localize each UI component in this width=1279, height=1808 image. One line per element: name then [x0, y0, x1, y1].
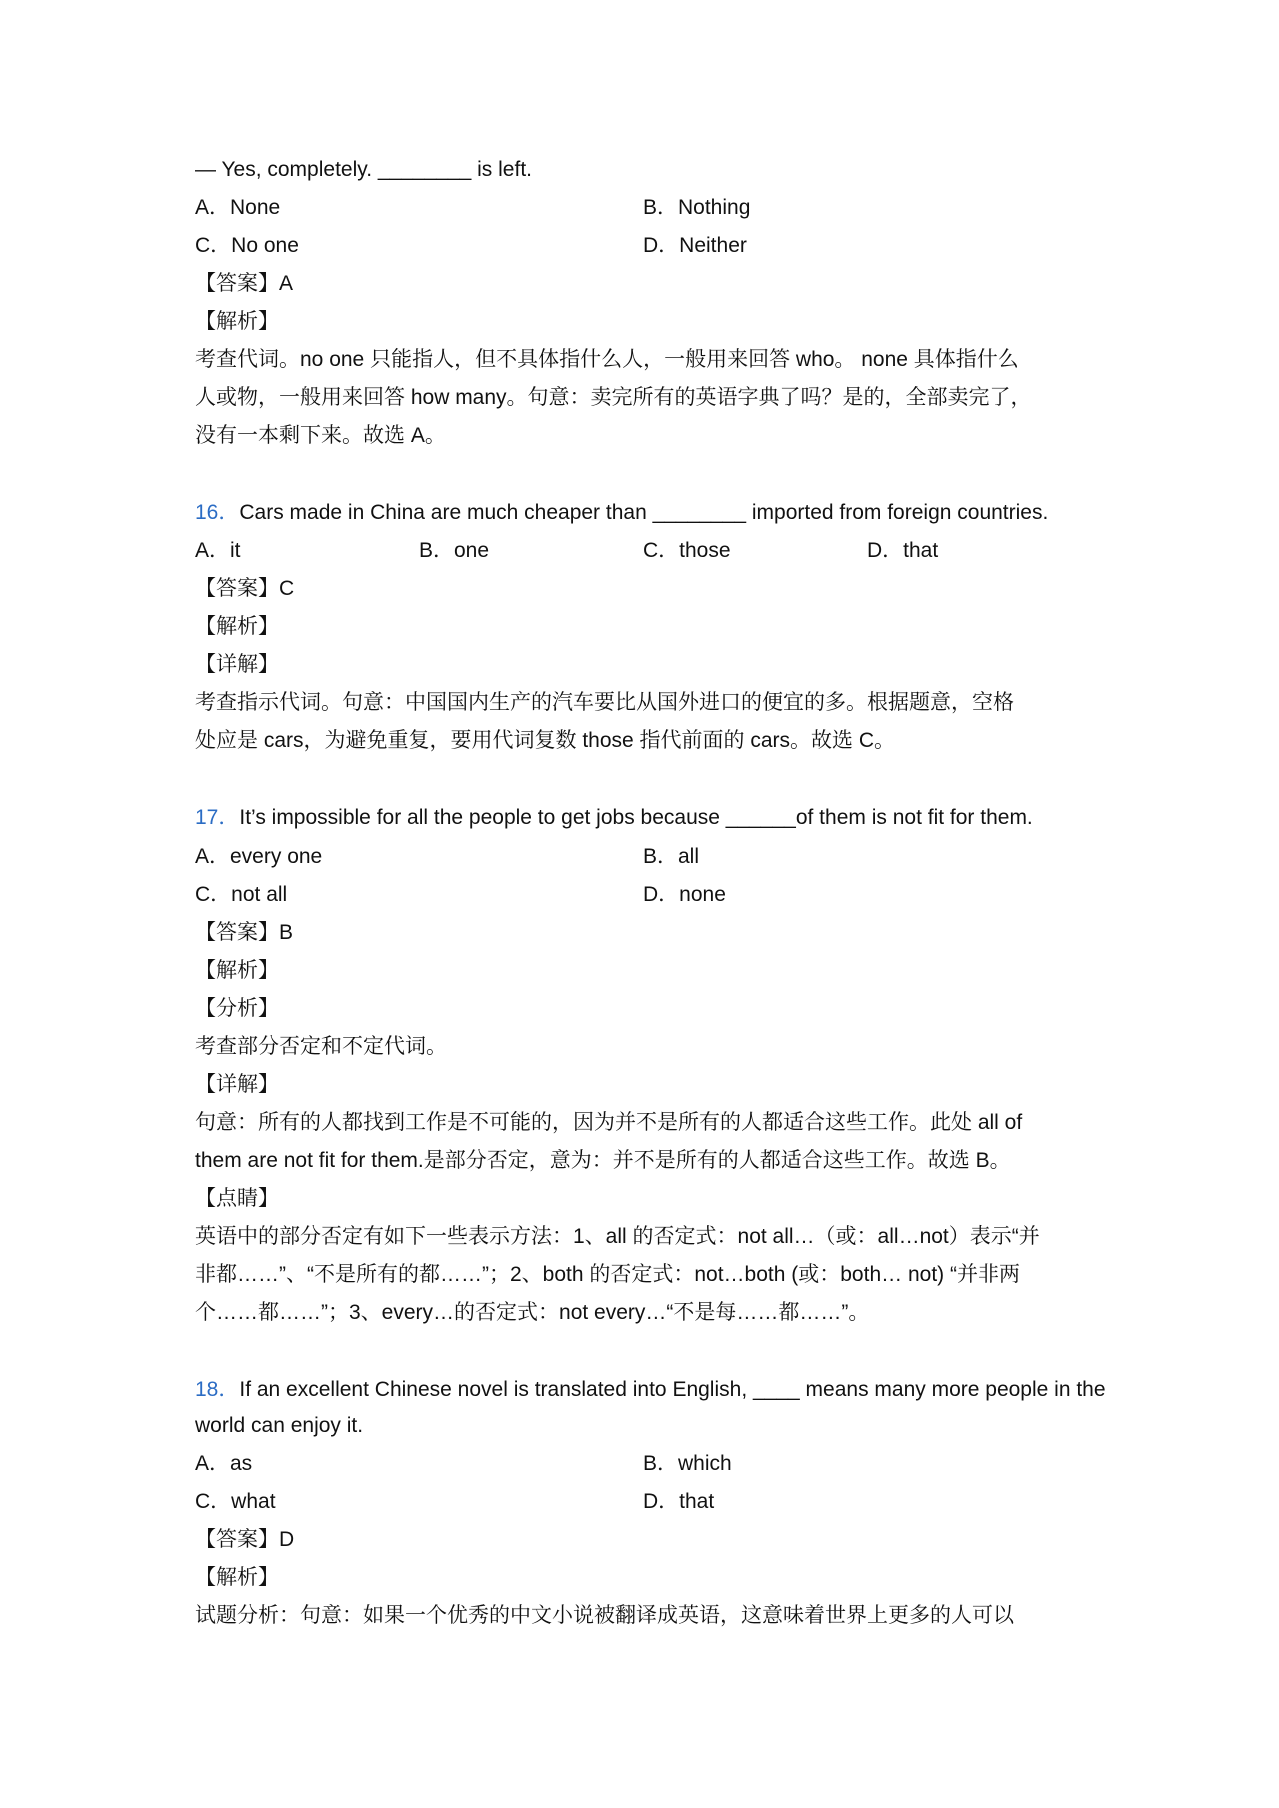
q18-stem-line-1: If an excellent Chinese novel is translated into English, ____ means many more people in the	[239, 1378, 1106, 1401]
q15-explanation-line: 人或物，一般用来回答 how many。句意：卖完所有的英语字典了吗？是的，全部卖完了，	[195, 386, 1032, 409]
q17-fenxi: 考查部分否定和不定代词。	[195, 1035, 447, 1058]
q15-answer: 【答案】A	[195, 272, 294, 295]
q18-option-a: A．as	[195, 1452, 253, 1475]
q17-option-c: C．not all	[195, 883, 288, 906]
q17-explanation-line: them are not fit for them.是部分否定，意为：并不是所有的人都适合这些工作。故选 B。	[195, 1149, 1011, 1172]
q16-explanation-line: 处应是 cars，为避免重复，要用代词复数 those 指代前面的 cars。故选 C。	[195, 729, 896, 752]
q16-analysis-label: 【解析】	[195, 615, 279, 638]
q17-option-b: B．all	[643, 845, 700, 868]
q18-analysis-label: 【解析】	[195, 1566, 279, 1589]
q17-detail-label: 【详解】	[195, 1073, 279, 1096]
q16-option-c: C．those	[643, 539, 731, 562]
q15-stem: — Yes, completely. ________ is left.	[195, 158, 532, 181]
q17-fenxi-label: 【分析】	[195, 997, 279, 1020]
q17-answer: 【答案】B	[195, 921, 294, 944]
q16-answer: 【答案】C	[195, 577, 295, 600]
q18-option-c: C．what	[195, 1490, 276, 1513]
q17-explanation-line: 句意：所有的人都找到工作是不可能的，因为并不是所有的人都适合这些工作。此处 all of	[195, 1111, 1023, 1134]
q15-analysis-label: 【解析】	[195, 310, 279, 333]
q18-stem-line-2: world can enjoy it.	[195, 1414, 364, 1437]
q17-tip-line: 非都……”、“不是所有的都……”；2、both 的否定式：not…both (或：both… not) “并非两	[195, 1263, 1020, 1286]
q17-stem-row	[195, 803, 1033, 833]
q15-option-b: B．Nothing	[643, 196, 751, 219]
q15-option-c: C．No one	[195, 234, 299, 257]
q16-stem: Cars made in China are much cheaper than ________ imported from foreign countries.	[239, 501, 1049, 524]
q17-tip-line: 英语中的部分否定有如下一些表示方法：1、all 的否定式：not all…（或：all…not）表示“并	[195, 1225, 1040, 1248]
q15-explanation-line: 考查代词。no one 只能指人，但不具体指什么人，一般用来回答 who。 none 具体指什么	[195, 348, 1019, 371]
q18-option-b: B．which	[643, 1452, 732, 1475]
q17-analysis-label: 【解析】	[195, 959, 279, 982]
q16-number: 16．	[195, 501, 240, 524]
q16-stem-row	[195, 498, 1048, 528]
q16-option-d: D．that	[867, 539, 939, 562]
q15-option-a: A．None	[195, 196, 281, 219]
q18-explanation-line: 试题分析：句意：如果一个优秀的中文小说被翻译成英语，这意味着世界上更多的人可以	[195, 1604, 1014, 1627]
q18-stem-row	[195, 1375, 1106, 1405]
q18-number: 18．	[195, 1378, 240, 1401]
q18-answer: 【答案】D	[195, 1528, 295, 1551]
q17-stem: It’s impossible for all the people to get jobs because ______of them is not fit for them.	[239, 806, 1033, 829]
q15-explanation-line: 没有一本剩下来。故选 A。	[195, 424, 446, 447]
q17-number: 17．	[195, 806, 240, 829]
q17-tip-label: 【点睛】	[195, 1187, 279, 1210]
q15-option-d: D．Neither	[643, 234, 747, 257]
q16-detail-label: 【详解】	[195, 653, 279, 676]
q16-option-a: A．it	[195, 539, 241, 562]
q17-option-a: A．every one	[195, 845, 323, 868]
q16-option-b: B．one	[419, 539, 490, 562]
q18-option-d: D．that	[643, 1490, 715, 1513]
q17-option-d: D．none	[643, 883, 726, 906]
q16-explanation-line: 考查指示代词。句意：中国国内生产的汽车要比从国外进口的便宜的多。根据题意，空格	[195, 691, 1014, 714]
q17-tip-line: 个……都……”；3、every…的否定式：not every…“不是每……都……”。	[195, 1301, 870, 1324]
